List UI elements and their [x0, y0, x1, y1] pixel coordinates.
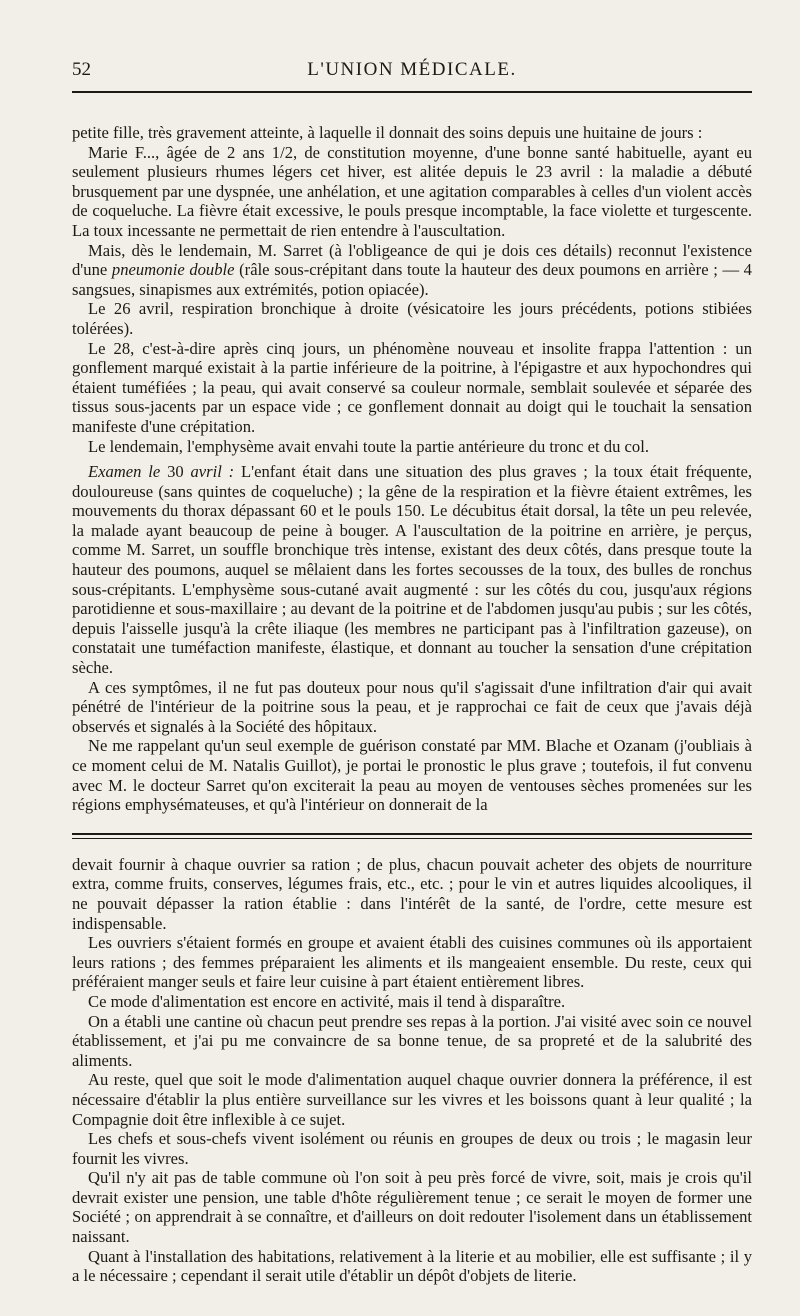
- feuilleton-body: [72, 855, 752, 1286]
- paragraph: On a établi une cantine où chacun peut prendre ses repas à la portion. J'ai visité avec soin ce nouvel établissement, et j'ai pu me convaincre de sa bonne tenue, de sa propreté et de la salubrité des aliments.: [72, 1011, 752, 1070]
- feuilleton-divider: [72, 833, 752, 839]
- text-run: L'enfant était dans une situation des plus graves ; la toux était fréquente, douloureuse (sans quintes de coqueluche) ; la gêne de la respiration et la fièvre étaient extrêmes, les mouvements du thorax dépassant 60 et le pouls 150. Le décubitus était dorsal, la tête un peu relevée, la malade ayant beaucoup de peine à bouger. A l'auscultation de la poitrine en arrière, je perçus, comme M. Sarret, un souffle bronchique très intense, existant des deux côtés, dans presque toute la hauteur des poumons, auquel se mêlaient dans les fortes secousses de la toux, des bulles de ronchus sous-crépitants. L'emphysème sous-cutané avait augmenté : sur les côtés du cou, jusqu'aux régions parotidienne et sous-maxillaire ; au devant de la poitrine et de l'abdomen jusqu'au pubis ; sur les côtés, depuis l'aisselle jusqu'à la crête iliaque (les membres ne participant pas à l'infiltration gazeuse), on constatait une tuméfaction manifeste, élastique, et donnant au toucher la sensation d'une crépitation sèche.: [72, 462, 753, 678]
- paragraph: Quant à l'installation des habitations, relativement à la literie et au mobilier, elle est suffisante ; il y a le nécessaire ; cependant il serait utile d'établir un dépôt d'objets de literie.: [72, 1246, 752, 1286]
- paragraph: Le 26 avril, respiration bronchique à droite (vésicatoire les jours précédents, potions stibiées tolérées).: [72, 299, 752, 338]
- paragraph: Le lendemain, l'emphysème avait envahi toute la partie antérieure du tronc et du col.: [88, 436, 649, 456]
- page-header: [72, 55, 752, 85]
- paragraph: Au reste, quel que soit le mode d'alimentation auquel chaque ouvrier donnera la préférence, il est nécessaire d'établir la plus entière surveillance sur les vivres et les boissons quant à leur qualité ; la Compagnie doit être inflexible à ce sujet.: [72, 1070, 752, 1129]
- italic-term: pneumonie double: [111, 260, 235, 280]
- article-body: [72, 123, 752, 815]
- italic-lead: avril :: [190, 462, 235, 482]
- paragraph: Ce mode d'alimentation est encore en activité, mais il tend à disparaître.: [88, 991, 566, 1011]
- paragraph: [72, 462, 752, 678]
- header-rule: [72, 91, 752, 93]
- paragraph: Le 28, c'est-à-dire après cinq jours, un phénomène nouveau et insolite frappa l'attention : un gonflement marqué existait à la partie inférieure de la poitrine, à l'épigastre et aux hypochondres qui étaient tuméfiées ; la peau, qui avait conservé sa couleur normale, semblait soulevée et séparée des tissus sous-jacents par un espace vide ; ce gonflement donnait au doigt qui le touchait la sensation manifeste d'une crépitation.: [72, 338, 752, 436]
- paragraph: A ces symptômes, il ne fut pas douteux pour nous qu'il s'agissait d'une infiltration d'air qui avait pénétré de l'intérieur de la poitrine sous la peau, et je rapprochai ce fait de ceux que j'avais déjà observés et signalés à la Société des hôpitaux.: [72, 677, 752, 736]
- paragraph: petite fille, très gravement atteinte, à laquelle il donnait des soins depuis une huitaine de jours :: [72, 123, 703, 142]
- paragraph: Ne me rappelant qu'un seul exemple de guérison constaté par MM. Blache et Ozanam (j'oubliais à ce moment celui de M. Natalis Guillot), je portai le pronostic le plus grave ; toutefois, il fut convenu avec M. le docteur Sarret qu'on exciterait la peau au moyen de ventouses sèches promenées sur les régions emphysémateuses, et qu'à l'intérieur on donnerait de la: [72, 736, 752, 815]
- italic-lead: Examen le: [88, 462, 161, 482]
- paragraph: Qu'il n'y ait pas de table commune où l'on soit à peu près forcé de vivre, soit, mais je crois qu'il devrait exister une pension, une table d'hôte régulièrement tenue ; ce serait le moyen de former une Société ; on apprendrait à se connaître, et d'ailleurs on doit redouter l'isolement dans un établissement naissant.: [72, 1168, 752, 1247]
- paragraph: Les chefs et sous-chefs vivent isolément ou réunis en groupes de deux ou trois ; le magasin leur fournit les vivres.: [72, 1129, 752, 1168]
- paragraph: Marie F..., âgée de 2 ans 1/2, de constitution moyenne, d'une bonne santé habituelle, ayant eu seulement plusieurs rhumes légers cet hiver, est alitée depuis le 23 avril : la maladie a débuté brusquement par une dyspnée, une anhélation, et une agitation comparables à celles d'un violent accès de coqueluche. La fièvre était excessive, le pouls presque incomptable, la face violette et turgescente. La toux incessante ne permettait de rien entendre à l'auscultation.: [72, 142, 752, 240]
- text-run: (râle sous-crépitant dans toute la hauteur des deux poumons en arrière ; — 4 sangsues, sinapismes aux extrémités, potion opiacée).: [72, 260, 752, 299]
- page-number: 52: [72, 59, 91, 80]
- paragraph: [72, 241, 752, 300]
- paragraph: Les ouvriers s'étaient formés en groupe et avaient établi des cuisines communes où ils apportaient leurs rations ; des femmes préparaient les aliments et ils mangeaient ensemble. Du reste, ceux qui préféraient manger seuls et faire leur cuisine à part étaient entièrement libres.: [72, 933, 752, 992]
- text-run: 30: [160, 462, 191, 482]
- running-title: L'UNION MÉDICALE.: [307, 59, 517, 80]
- text-run: Mais, dès le lendemain, M. Sarret (à l'obligeance de qui je dois ces détails) reconnut l'existence d'une: [72, 240, 752, 280]
- paragraph: devait fournir à chaque ouvrier sa ration ; de plus, chacun pouvait acheter des objets de nourriture extra, comme fruits, conserves, légumes frais, etc., etc. ; pour le vin et autres liquides alcooliques, il ne pouvait dépasser la ration établie : dans l'intérêt de la santé, de l'ordre, cette mesure est indispensable.: [72, 854, 752, 933]
